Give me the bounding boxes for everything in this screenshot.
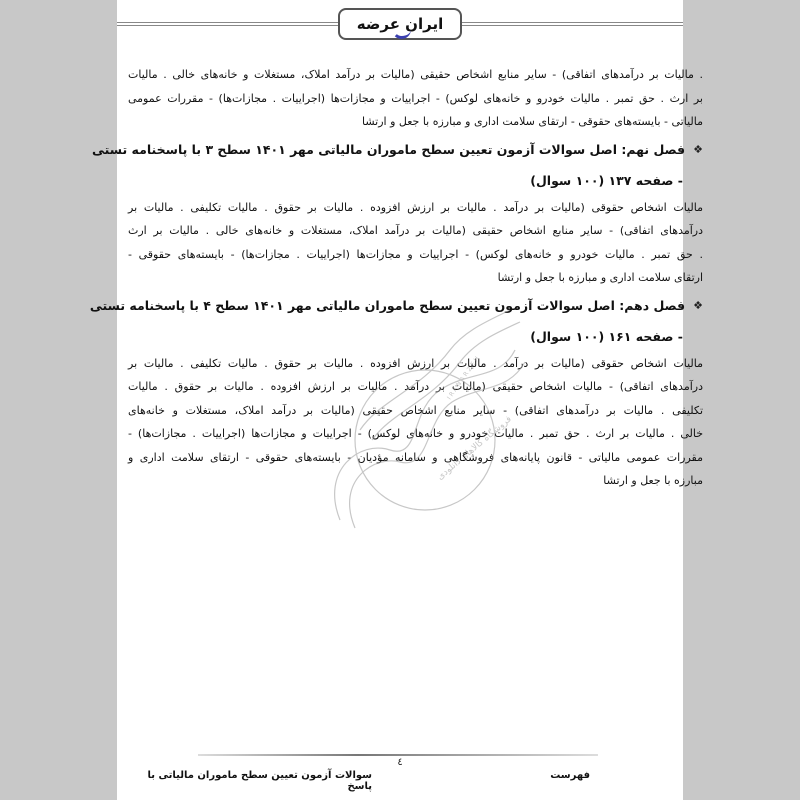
- watermark-text: فروشگاه کالاهای دانلودی: [435, 414, 514, 483]
- chapter-heading: [92, 134, 703, 165]
- paragraph-line: تکلیفی . مالیات بر درآمدهای اتفاقی) - سایر منابع اشخاص حقیقی (مالیات بر درآمد املاک، مستغلات و خانه‌های: [128, 403, 703, 417]
- watermark-latin: IRANARZEH: [445, 353, 483, 402]
- paragraph-line: مالیات اشخاص حقوقی (مالیات بر درآمد . مالیات بر ارزش افزوده . مالیات بر حقوق . مالیات تکلیفی . مالیات بر: [128, 356, 703, 370]
- chapter-subtitle: - صفحه ۱۳۷ (۱۰۰ سوال): [530, 172, 683, 188]
- paragraph-line: . مالیات بر درآمدهای اتفاقی) - سایر منابع اشخاص حقیقی (مالیات بر درآمد املاک، مستغلات و خانه‌های خالی . مالیات: [128, 68, 703, 81]
- logo-swoosh-icon: [392, 22, 411, 39]
- chapter-9: [92, 134, 703, 290]
- paragraph-line: مبارزه با جعل و ارتشا: [603, 474, 703, 487]
- chapter-title: فصل نهم: اصل سوالات آزمون تعیین سطح ماموران مالیاتی مهر ۱۴۰۱ سطح ۳ با پاسخنامه تستی: [92, 141, 686, 157]
- document-body: [89, 63, 703, 493]
- paragraph-line: مقررات عمومی مالیاتی - قانون پایانه‌های فروشگاهی و سامانه مؤدیان - بایسته‌های حقوقی - ارتقای سلامت اداری و: [128, 450, 703, 464]
- diamond-bullet-icon: ❖: [693, 142, 703, 156]
- paragraph-line: . حق تمبر . مالیات خودرو و خانه‌های لوکس) - اجراییات و مجازات‌ها (اجراییات . مجازات‌ها) - بایسته‌های حقوقی -: [128, 247, 703, 261]
- footer-rule: [198, 754, 598, 756]
- paragraph-line: بر ارث . حق تمبر . مالیات خودرو و خانه‌های لوکس) - اجراییات و مجازات‌ها (اجراییات . مجازات‌ها) - مقررات عمومی: [128, 91, 703, 105]
- chapter-heading: [89, 290, 703, 321]
- chapter-title: فصل دهم: اصل سوالات آزمون تعیین سطح ماموران مالیاتی مهر ۱۴۰۱ سطح ۴ با پاسخنامه تستی: [89, 297, 686, 313]
- chapter-10: [89, 290, 703, 493]
- logo: [338, 8, 462, 40]
- intro-paragraph: [128, 63, 703, 134]
- page-number: ٤: [397, 757, 403, 768]
- paragraph-line: خالی . مالیات بر ارث . حق تمبر . مالیات خودرو و خانه‌های لوکس) - اجراییات و مجازات‌ها (اجراییات . مجازات‌ها) -: [128, 427, 703, 440]
- chapter-subtitle: - صفحه ۱۶۱ (۱۰۰ سوال): [530, 328, 683, 344]
- paragraph-line: مالیاتی - بایسته‌های حقوقی - ارتقای سلامت اداری و مبارزه با جعل و ارتشا: [361, 115, 703, 128]
- paragraph-line: درآمدهای اتفاقی) - مالیات اشخاص حقیقی (مالیات بر درآمد . مالیات بر ارزش افزوده . مالیات بر حقوق . مالیات: [128, 380, 703, 393]
- paragraph-line: درآمدهای اتفاقی) - سایر منابع اشخاص حقیقی (مالیات بر درآمد املاک، مستغلات و خانه‌های خالی . مالیات بر ارث: [128, 224, 703, 237]
- paragraph-line: مالیات اشخاص حقوقی (مالیات بر درآمد . مالیات بر ارزش افزوده . مالیات بر حقوق . مالیات تکلیفی . مالیات بر: [128, 200, 703, 214]
- diamond-bullet-icon: ❖: [693, 298, 703, 312]
- footer-section-label: فهرست: [550, 770, 590, 781]
- footer-book-title: سوالات آزمون تعیین سطح ماموران مالیاتی با پاسخ: [147, 770, 372, 792]
- logo-text: ایران عرضه: [356, 15, 444, 33]
- header-rule-left: [117, 22, 339, 26]
- paragraph-line: ارتقای سلامت اداری و مبارزه با جعل و ارتشا: [497, 271, 703, 284]
- header-rule-right: [461, 22, 683, 26]
